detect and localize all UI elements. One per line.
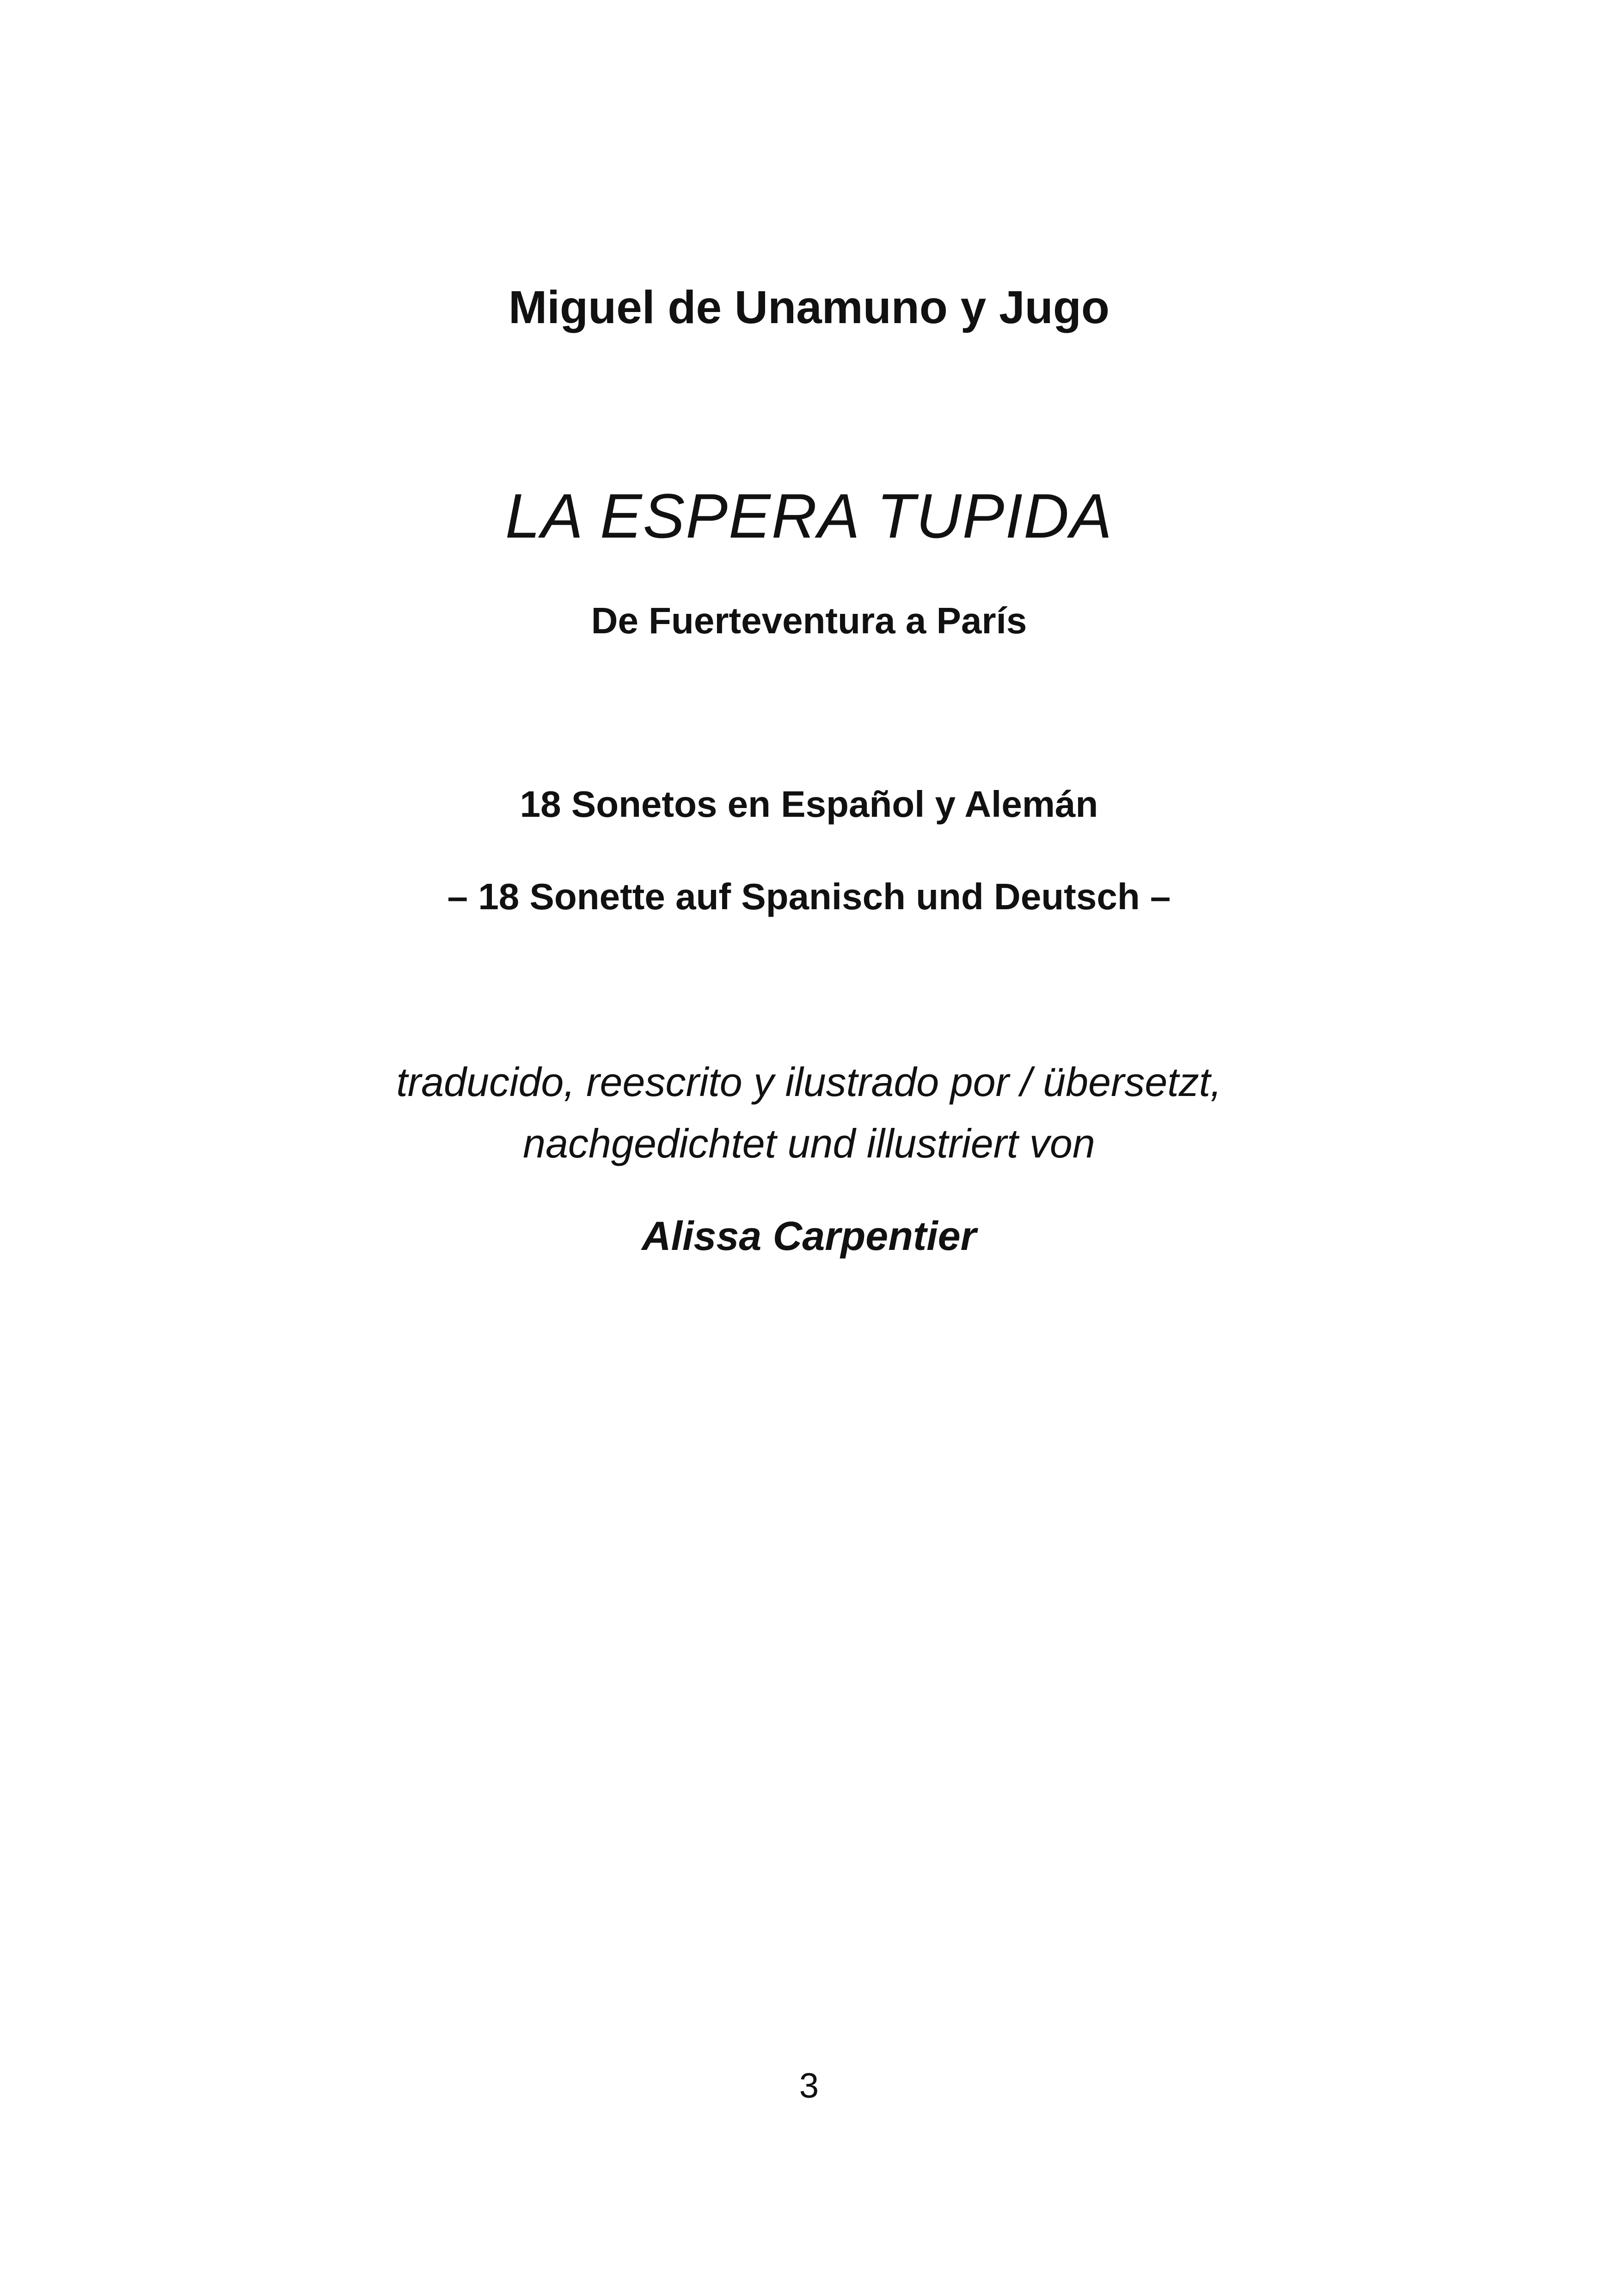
book-subtitle: De Fuerteventura a París xyxy=(591,600,1027,641)
credits-line-1: traducido, reescrito y ilustrado por / übersetzt, xyxy=(396,1059,1222,1105)
book-title: LA ESPERA TUPIDA xyxy=(505,481,1113,551)
sonnets-description-spanish: 18 Sonetos en Español y Alemán xyxy=(520,784,1098,825)
sonnets-description-german: – 18 Sonette auf Spanisch und Deutsch – xyxy=(447,876,1171,917)
author-name: Miguel de Unamuno y Jugo xyxy=(508,282,1110,333)
translator-name: Alissa Carpentier xyxy=(642,1213,976,1259)
credits-line-2: nachgedichtet und illustriert von xyxy=(523,1120,1095,1166)
page-number: 3 xyxy=(799,2066,819,2106)
